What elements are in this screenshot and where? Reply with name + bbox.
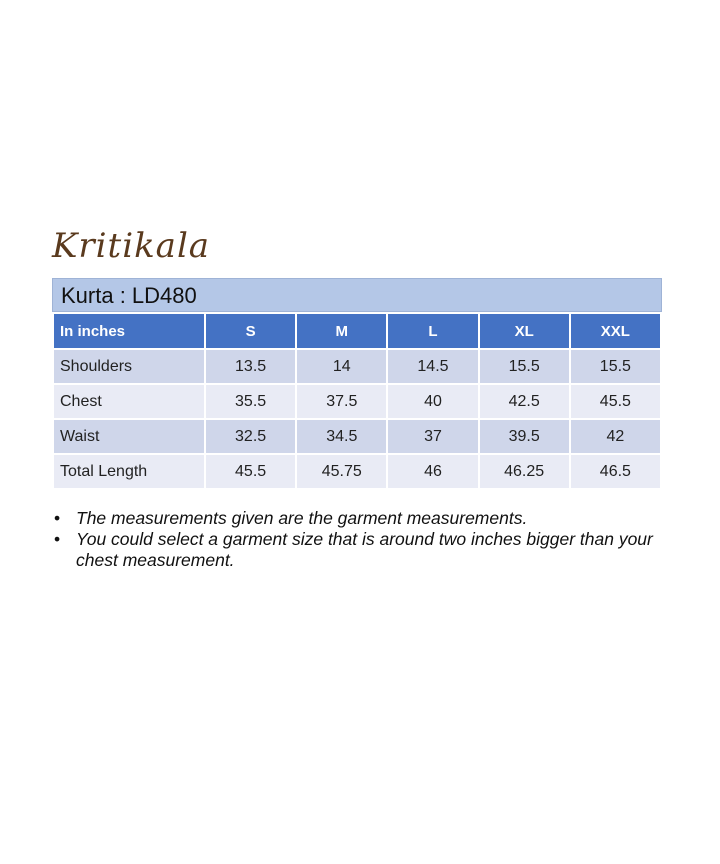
table-cell: 32.5 xyxy=(205,419,296,454)
table-cell: 46 xyxy=(387,454,478,489)
note-text: The measurements given are the garment measurements. xyxy=(76,508,528,528)
table-row xyxy=(53,419,661,454)
table-cell: 13.5 xyxy=(205,349,296,384)
table-cell: 45.75 xyxy=(296,454,387,489)
table-cell: 42 xyxy=(570,419,661,454)
row-label: Chest xyxy=(53,384,205,419)
table-cell: 42.5 xyxy=(479,384,570,419)
header-cell-size: L xyxy=(387,313,478,349)
header-row xyxy=(53,313,661,349)
table-title: Kurta : LD480 xyxy=(52,278,662,312)
brand-logo: Kritikala xyxy=(52,226,211,266)
row-label: Shoulders xyxy=(53,349,205,384)
table-row xyxy=(53,384,661,419)
header-cell-size: XL xyxy=(479,313,570,349)
table-cell: 34.5 xyxy=(296,419,387,454)
header-cell-size: M xyxy=(296,313,387,349)
table-row xyxy=(53,454,661,489)
table-cell: 35.5 xyxy=(205,384,296,419)
note-item xyxy=(52,529,692,571)
table-cell: 14 xyxy=(296,349,387,384)
row-label: Total Length xyxy=(53,454,205,489)
table-cell: 15.5 xyxy=(570,349,661,384)
row-label: Waist xyxy=(53,419,205,454)
table-cell: 45.5 xyxy=(570,384,661,419)
table-cell: 46.25 xyxy=(479,454,570,489)
header-cell-unit: In inches xyxy=(53,313,205,349)
table-cell: 14.5 xyxy=(387,349,478,384)
table-cell: 46.5 xyxy=(570,454,661,489)
note-text: You could select a garment size that is around two inches bigger than your chest measurement. xyxy=(76,529,653,570)
table-cell: 39.5 xyxy=(479,419,570,454)
table-cell: 37.5 xyxy=(296,384,387,419)
bullet-icon: • xyxy=(54,529,61,549)
header-cell-size: S xyxy=(205,313,296,349)
table-row xyxy=(53,349,661,384)
header-cell-size: XXL xyxy=(570,313,661,349)
table-cell: 37 xyxy=(387,419,478,454)
notes-list xyxy=(52,508,692,571)
size-chart xyxy=(52,278,662,490)
table-cell: 45.5 xyxy=(205,454,296,489)
note-item xyxy=(52,508,692,529)
table-cell: 40 xyxy=(387,384,478,419)
size-table xyxy=(52,312,662,490)
table-cell: 15.5 xyxy=(479,349,570,384)
bullet-icon: • xyxy=(54,508,61,528)
